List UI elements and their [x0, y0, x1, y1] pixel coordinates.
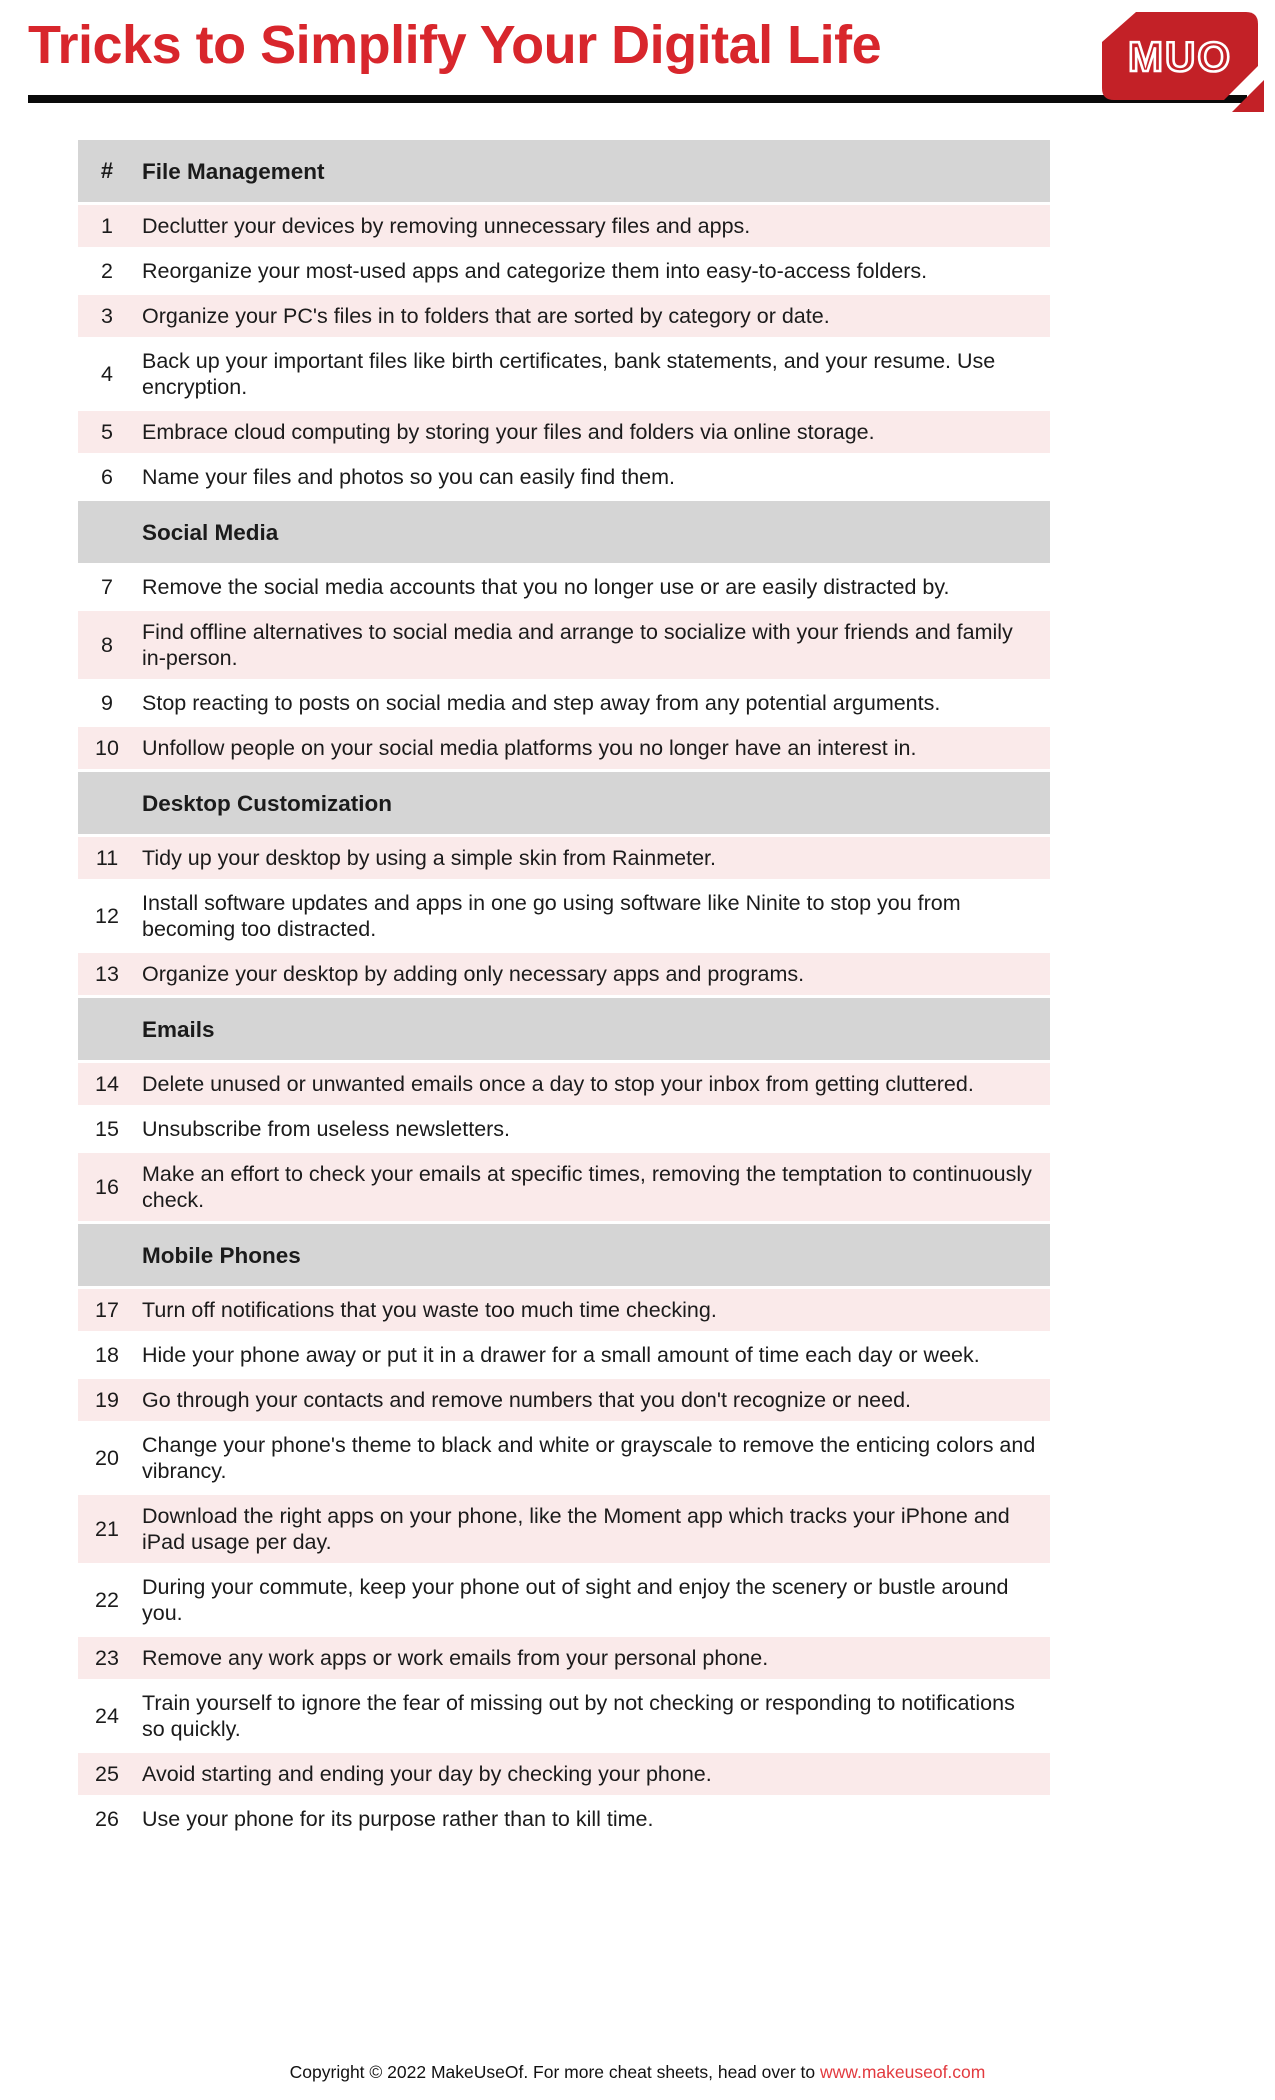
makeuseof-link[interactable]: www.makeuseof.com [820, 2062, 986, 2082]
tip-text: Unfollow people on your social media platforms you no longer have an interest in. [136, 727, 1050, 769]
tip-row [78, 611, 1050, 679]
tip-text: Remove the social media accounts that you no longer use or are easily distracted by. [136, 566, 1050, 608]
footer [0, 2062, 1275, 2083]
table-section-row [78, 998, 1050, 1060]
tip-number: 7 [78, 566, 136, 608]
number-column-header: # [78, 140, 136, 202]
tip-number: 14 [78, 1063, 136, 1105]
tip-number: 25 [78, 1753, 136, 1795]
tip-row [78, 250, 1050, 292]
tip-number: 22 [78, 1566, 136, 1634]
tip-text: Tidy up your desktop by using a simple skin from Rainmeter. [136, 837, 1050, 879]
tip-row [78, 1379, 1050, 1421]
tip-number: 15 [78, 1108, 136, 1150]
tip-row [78, 837, 1050, 879]
tip-text: Install software updates and apps in one go using software like Ninite to stop you from becoming too distracted. [136, 882, 1050, 950]
tip-text: Use your phone for its purpose rather than to kill time. [136, 1798, 1050, 1840]
tip-row [78, 1153, 1050, 1221]
table-section-row [78, 501, 1050, 563]
tip-number: 23 [78, 1637, 136, 1679]
tip-text: Make an effort to check your emails at specific times, removing the temptation to continuously check. [136, 1153, 1050, 1221]
tip-number: 6 [78, 456, 136, 498]
tip-text: Back up your important files like birth certificates, bank statements, and your resume. Use encryption. [136, 340, 1050, 408]
tip-text: Name your files and photos so you can easily find them. [136, 456, 1050, 498]
page-title: Tricks to Simplify Your Digital Life [28, 15, 882, 75]
section-title: File Management [136, 140, 1050, 202]
tip-row [78, 882, 1050, 950]
tip-row [78, 727, 1050, 769]
tip-row [78, 682, 1050, 724]
tip-row [78, 456, 1050, 498]
tip-row [78, 1753, 1050, 1795]
tip-number: 16 [78, 1153, 136, 1221]
number-column-header [78, 501, 136, 563]
section-title: Emails [136, 998, 1050, 1060]
tips-table [78, 137, 1050, 1843]
tip-number: 20 [78, 1424, 136, 1492]
tip-number: 19 [78, 1379, 136, 1421]
tip-row [78, 411, 1050, 453]
tip-number: 3 [78, 295, 136, 337]
tip-number: 13 [78, 953, 136, 995]
tip-number: 17 [78, 1289, 136, 1331]
tip-text: Train yourself to ignore the fear of missing out by not checking or responding to notifications so quickly. [136, 1682, 1050, 1750]
tip-row [78, 1424, 1050, 1492]
tips-table-body [78, 140, 1050, 1840]
section-title: Social Media [136, 501, 1050, 563]
tip-number: 9 [78, 682, 136, 724]
tip-text: Change your phone's theme to black and white or grayscale to remove the enticing colors and vibrancy. [136, 1424, 1050, 1492]
muo-logo-text: MUO [1128, 33, 1232, 80]
tip-text: Download the right apps on your phone, like the Moment app which tracks your iPhone and iPad usage per day. [136, 1495, 1050, 1563]
tip-number: 5 [78, 411, 136, 453]
tip-row [78, 1289, 1050, 1331]
section-title: Mobile Phones [136, 1224, 1050, 1286]
tip-row [78, 295, 1050, 337]
tip-text: Organize your PC's files in to folders that are sorted by category or date. [136, 295, 1050, 337]
tip-text: Embrace cloud computing by storing your files and folders via online storage. [136, 411, 1050, 453]
tip-text: Organize your desktop by adding only necessary apps and programs. [136, 953, 1050, 995]
tip-text: During your commute, keep your phone out of sight and enjoy the scenery or bustle around you. [136, 1566, 1050, 1634]
tip-text: Go through your contacts and remove numbers that you don't recognize or need. [136, 1379, 1050, 1421]
number-column-header [78, 1224, 136, 1286]
table-section-row [78, 140, 1050, 202]
table-section-row [78, 1224, 1050, 1286]
tip-row [78, 566, 1050, 608]
tip-text: Remove any work apps or work emails from your personal phone. [136, 1637, 1050, 1679]
tip-number: 24 [78, 1682, 136, 1750]
tip-text: Stop reacting to posts on social media and step away from any potential arguments. [136, 682, 1050, 724]
tip-text: Find offline alternatives to social media and arrange to socialize with your friends and family in-person. [136, 611, 1050, 679]
tip-number: 2 [78, 250, 136, 292]
tip-text: Reorganize your most-used apps and categorize them into easy-to-access folders. [136, 250, 1050, 292]
tip-number: 12 [78, 882, 136, 950]
tip-number: 18 [78, 1334, 136, 1376]
tip-row [78, 953, 1050, 995]
tip-number: 26 [78, 1798, 136, 1840]
tip-number: 8 [78, 611, 136, 679]
tip-row [78, 1495, 1050, 1563]
tip-text: Delete unused or unwanted emails once a day to stop your inbox from getting cluttered. [136, 1063, 1050, 1105]
tip-row [78, 1063, 1050, 1105]
tip-row [78, 1566, 1050, 1634]
tip-row [78, 1108, 1050, 1150]
tip-number: 11 [78, 837, 136, 879]
tip-row [78, 340, 1050, 408]
section-title: Desktop Customization [136, 772, 1050, 834]
tip-row [78, 1334, 1050, 1376]
tip-row [78, 1637, 1050, 1679]
header-divider [28, 95, 1247, 103]
tip-number: 21 [78, 1495, 136, 1563]
tip-text: Turn off notifications that you waste too much time checking. [136, 1289, 1050, 1331]
number-column-header [78, 772, 136, 834]
tip-number: 4 [78, 340, 136, 408]
number-column-header [78, 998, 136, 1060]
tip-number: 10 [78, 727, 136, 769]
muo-logo [1098, 10, 1264, 118]
tip-number: 1 [78, 205, 136, 247]
footer-copyright-text: Copyright © 2022 MakeUseOf. For more cheat sheets, head over to [289, 2062, 821, 2082]
tip-text: Declutter your devices by removing unnecessary files and apps. [136, 205, 1050, 247]
tip-row [78, 1682, 1050, 1750]
tip-row [78, 205, 1050, 247]
table-section-row [78, 772, 1050, 834]
tip-text: Avoid starting and ending your day by checking your phone. [136, 1753, 1050, 1795]
tip-text: Hide your phone away or put it in a drawer for a small amount of time each day or week. [136, 1334, 1050, 1376]
tip-text: Unsubscribe from useless newsletters. [136, 1108, 1050, 1150]
tip-row [78, 1798, 1050, 1840]
